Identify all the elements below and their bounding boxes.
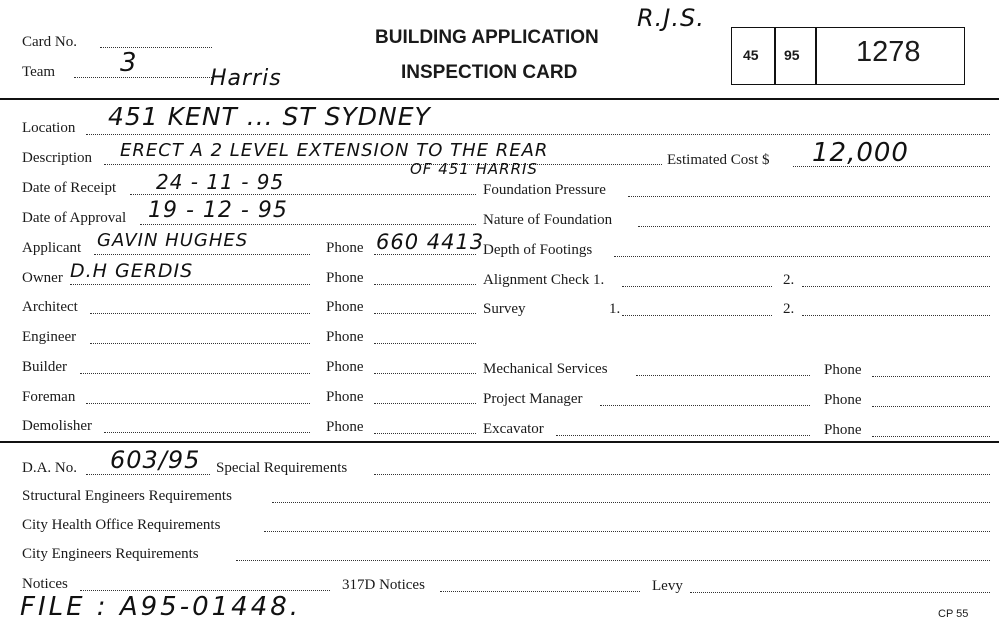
notices-317d-line[interactable] [440, 591, 640, 592]
structural-engineers-line[interactable] [272, 502, 990, 503]
team-name: Harris [210, 66, 282, 91]
nature-foundation-line[interactable] [638, 226, 990, 227]
survey-label: Survey [483, 301, 526, 317]
builder-label: Builder [22, 359, 67, 375]
mechanical-phone-label: Phone [824, 362, 862, 378]
da-no-value: 603/95 [110, 446, 201, 474]
owner-value: D.H GERDIS [70, 260, 194, 282]
project-manager-line[interactable] [600, 405, 810, 406]
box-a: 45 [743, 47, 759, 63]
description-value: ERECT A 2 LEVEL EXTENSION TO THE REAR [120, 140, 549, 161]
foundation-pressure-label: Foundation Pressure [483, 182, 606, 198]
notices-label: Notices [22, 576, 68, 592]
foreman-phone-label: Phone [326, 389, 364, 405]
box-b: 95 [784, 47, 800, 63]
survey-line-1[interactable] [622, 315, 772, 316]
survey-line-2[interactable] [802, 315, 990, 316]
file-note: FILE : A95-01448. [20, 592, 302, 622]
excavator-phone-label: Phone [824, 422, 862, 438]
mechanical-services-line[interactable] [636, 375, 810, 376]
architect-phone-label: Phone [326, 299, 364, 315]
owner-phone-line[interactable] [374, 284, 476, 285]
foreman-label: Foreman [22, 389, 76, 405]
demolisher-label: Demolisher [22, 418, 92, 434]
engineer-phone-label: Phone [326, 329, 364, 345]
alignment-check-line-2[interactable] [802, 286, 990, 287]
engineer-phone-line[interactable] [374, 343, 476, 344]
engineer-label: Engineer [22, 329, 77, 345]
description-line[interactable] [104, 164, 662, 165]
foreman-line[interactable] [86, 403, 310, 404]
location-label: Location [22, 120, 76, 136]
engineer-line[interactable] [90, 343, 310, 344]
architect-label: Architect [22, 299, 78, 315]
approval-value: 19 - 12 - 95 [148, 198, 288, 223]
foundation-pressure-line[interactable] [628, 196, 990, 197]
card-no-label: Card No. [22, 34, 77, 50]
applicant-value: GAVIN HUGHES [97, 230, 249, 251]
form-title-line2: INSPECTION CARD [401, 62, 578, 83]
approval-label: Date of Approval [22, 210, 127, 226]
demolisher-line[interactable] [104, 432, 310, 433]
notices-line[interactable] [80, 590, 330, 591]
alignment-2-label: 2. [783, 272, 795, 288]
owner-line[interactable] [70, 284, 310, 285]
receipt-label: Date of Receipt [22, 180, 117, 196]
applicant-phone-line[interactable] [374, 254, 476, 255]
applicant-phone-label: Phone [326, 240, 364, 256]
structural-engineers-label: Structural Engineers Requirements [22, 488, 232, 504]
city-engineers-line[interactable] [236, 560, 990, 561]
location-value: 451 KENT ... ST SYDNEY [108, 102, 431, 131]
receipt-value: 24 - 11 - 95 [156, 170, 285, 194]
excavator-phone-line[interactable] [872, 436, 990, 437]
depth-footings-label: Depth of Footings [483, 242, 593, 258]
description-value-2: OF 451 HARRIS [410, 160, 538, 178]
card-no-line[interactable] [100, 47, 212, 48]
levy-label: Levy [652, 578, 683, 594]
demolisher-phone-label: Phone [326, 419, 364, 435]
da-no-label: D.A. No. [22, 460, 77, 476]
team-line[interactable] [74, 77, 212, 78]
team-value: 3 [120, 48, 138, 78]
survey-1-label: 1. [609, 301, 621, 317]
city-health-line[interactable] [264, 531, 990, 532]
team-label: Team [22, 64, 56, 80]
box-number: 1278 [856, 36, 921, 68]
form-code: CP 55 [938, 608, 969, 620]
mechanical-services-label: Mechanical Services [483, 361, 608, 377]
architect-line[interactable] [90, 313, 310, 314]
builder-phone-label: Phone [326, 359, 364, 375]
form-title-line1: BUILDING APPLICATION [375, 27, 599, 48]
location-line[interactable] [86, 134, 990, 135]
owner-label: Owner [22, 270, 63, 286]
foreman-phone-line[interactable] [374, 403, 476, 404]
special-requirements-label: Special Requirements [216, 460, 348, 476]
city-health-label: City Health Office Requirements [22, 517, 221, 533]
project-manager-phone-line[interactable] [872, 406, 990, 407]
description-label: Description [22, 150, 92, 166]
receipt-line[interactable] [130, 194, 476, 195]
da-no-line[interactable] [86, 474, 210, 475]
card-number-box [731, 27, 965, 85]
builder-line[interactable] [80, 373, 310, 374]
builder-phone-line[interactable] [374, 373, 476, 374]
requirements-divider [0, 441, 999, 443]
excavator-line[interactable] [556, 435, 810, 436]
excavator-label: Excavator [483, 421, 544, 437]
project-manager-label: Project Manager [483, 391, 583, 407]
initials: R.J.S. [637, 4, 705, 32]
estimated-cost-label: Estimated Cost $ [667, 152, 770, 168]
estimated-cost-value: 12,000 [812, 138, 909, 168]
applicant-label: Applicant [22, 240, 82, 256]
city-engineers-label: City Engineers Requirements [22, 546, 199, 562]
nature-foundation-label: Nature of Foundation [483, 212, 613, 228]
applicant-phone-value: 660 4413 [376, 230, 485, 254]
mechanical-phone-line[interactable] [872, 376, 990, 377]
depth-footings-line[interactable] [614, 256, 990, 257]
survey-2-label: 2. [783, 301, 795, 317]
alignment-check-line-1[interactable] [622, 286, 772, 287]
project-manager-phone-label: Phone [824, 392, 862, 408]
special-requirements-line[interactable] [374, 474, 990, 475]
approval-line[interactable] [140, 224, 476, 225]
owner-phone-label: Phone [326, 270, 364, 286]
levy-line[interactable] [690, 592, 990, 593]
demolisher-phone-line[interactable] [374, 433, 476, 434]
architect-phone-line[interactable] [374, 313, 476, 314]
alignment-check-label: Alignment Check 1. [483, 272, 605, 288]
header-divider [0, 98, 999, 100]
applicant-line[interactable] [94, 254, 310, 255]
notices-317d-label: 317D Notices [342, 577, 425, 593]
